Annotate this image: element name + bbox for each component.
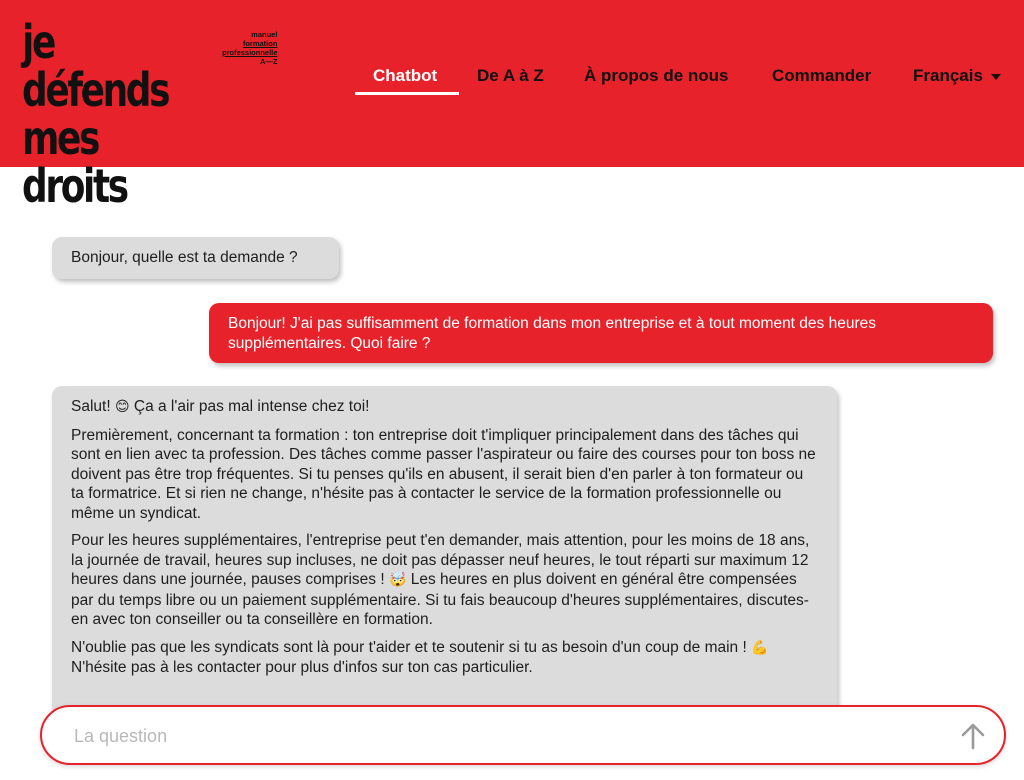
caret-down-icon <box>991 74 1001 80</box>
flexed-biceps-icon: 💪 <box>751 639 769 656</box>
main-nav <box>0 56 1024 96</box>
bot-message <box>52 386 837 716</box>
message-paragraph: Premièrement, concernant ta formation : ton entreprise doit t'impliquer principalement dans des tâches qui sont en lien avec ta profession. Des tâches comme passer l'aspirateur ou faire des courses pour ton boss ne doivent pas être trop fréquentes. Si tu penses qu'ils en abusent, il serait bien d'en parler à ton formateur ou ta formatrice. Et si rien ne change, n'hésite pas à contacter le service de la formation professionnelle ou même un syndicat. <box>71 426 816 522</box>
exploding-head-icon: 🤯 <box>388 572 407 588</box>
bot-message <box>52 237 339 279</box>
language-label: Français <box>913 66 983 85</box>
logo-title: je défends mes droits <box>22 15 169 213</box>
message-text: Bonjour, quelle est ta demande ? <box>71 249 298 266</box>
message-text: Bonjour! J'ai pas suffisamment de formation dans mon entreprise et à tout moment des heures supplémentaires. Quoi faire ? <box>228 315 876 352</box>
nav-a-to-z[interactable]: De A à Z <box>477 66 544 85</box>
site-header <box>0 0 1024 213</box>
active-tab-indicator <box>355 92 459 95</box>
logo-subtitle: manuel formation professionnelle A—Z <box>222 30 278 66</box>
nav-order[interactable]: Commander <box>772 66 872 85</box>
language-selector[interactable] <box>913 66 1001 86</box>
message-paragraph: Pour les heures supplémentaires, l'entreprise peut t'en demander, mais attention, pour les moins de 18 ans, la journée de travail, heures sup incluses, ne doit pas dépasser neuf heures, le tout réparti sur maximum 12 heures dans une journée, pauses comprises ! 🤯 Les heures en plus doivent en général être compensées par du temps libre ou un paiement supplémentaire. Si tu fais beaucoup d'heures supplémentaires, discutes-en avec ton conseiller ou ta conseillère en formation. <box>71 532 810 628</box>
send-button[interactable] <box>958 721 988 751</box>
question-input-box <box>40 705 1006 765</box>
user-message <box>209 303 993 363</box>
message-paragraph: N'oublie pas que les syndicats sont là pour t'aider et te soutenir si tu as besoin d'un coup de main ! 💪 N'hésite pas à les contacter pour plus d'infos sur ton cas particulier. <box>71 638 769 676</box>
arrow-up-icon <box>958 721 988 751</box>
smiling-face-icon: 😊 <box>114 399 130 415</box>
message-paragraph: Salut! 😊 Ça a l'air pas mal intense chez toi! <box>71 398 370 415</box>
question-input[interactable] <box>74 723 934 749</box>
nav-about-us[interactable]: À propos de nous <box>584 66 729 85</box>
nav-chatbot[interactable]: Chatbot <box>373 66 438 85</box>
